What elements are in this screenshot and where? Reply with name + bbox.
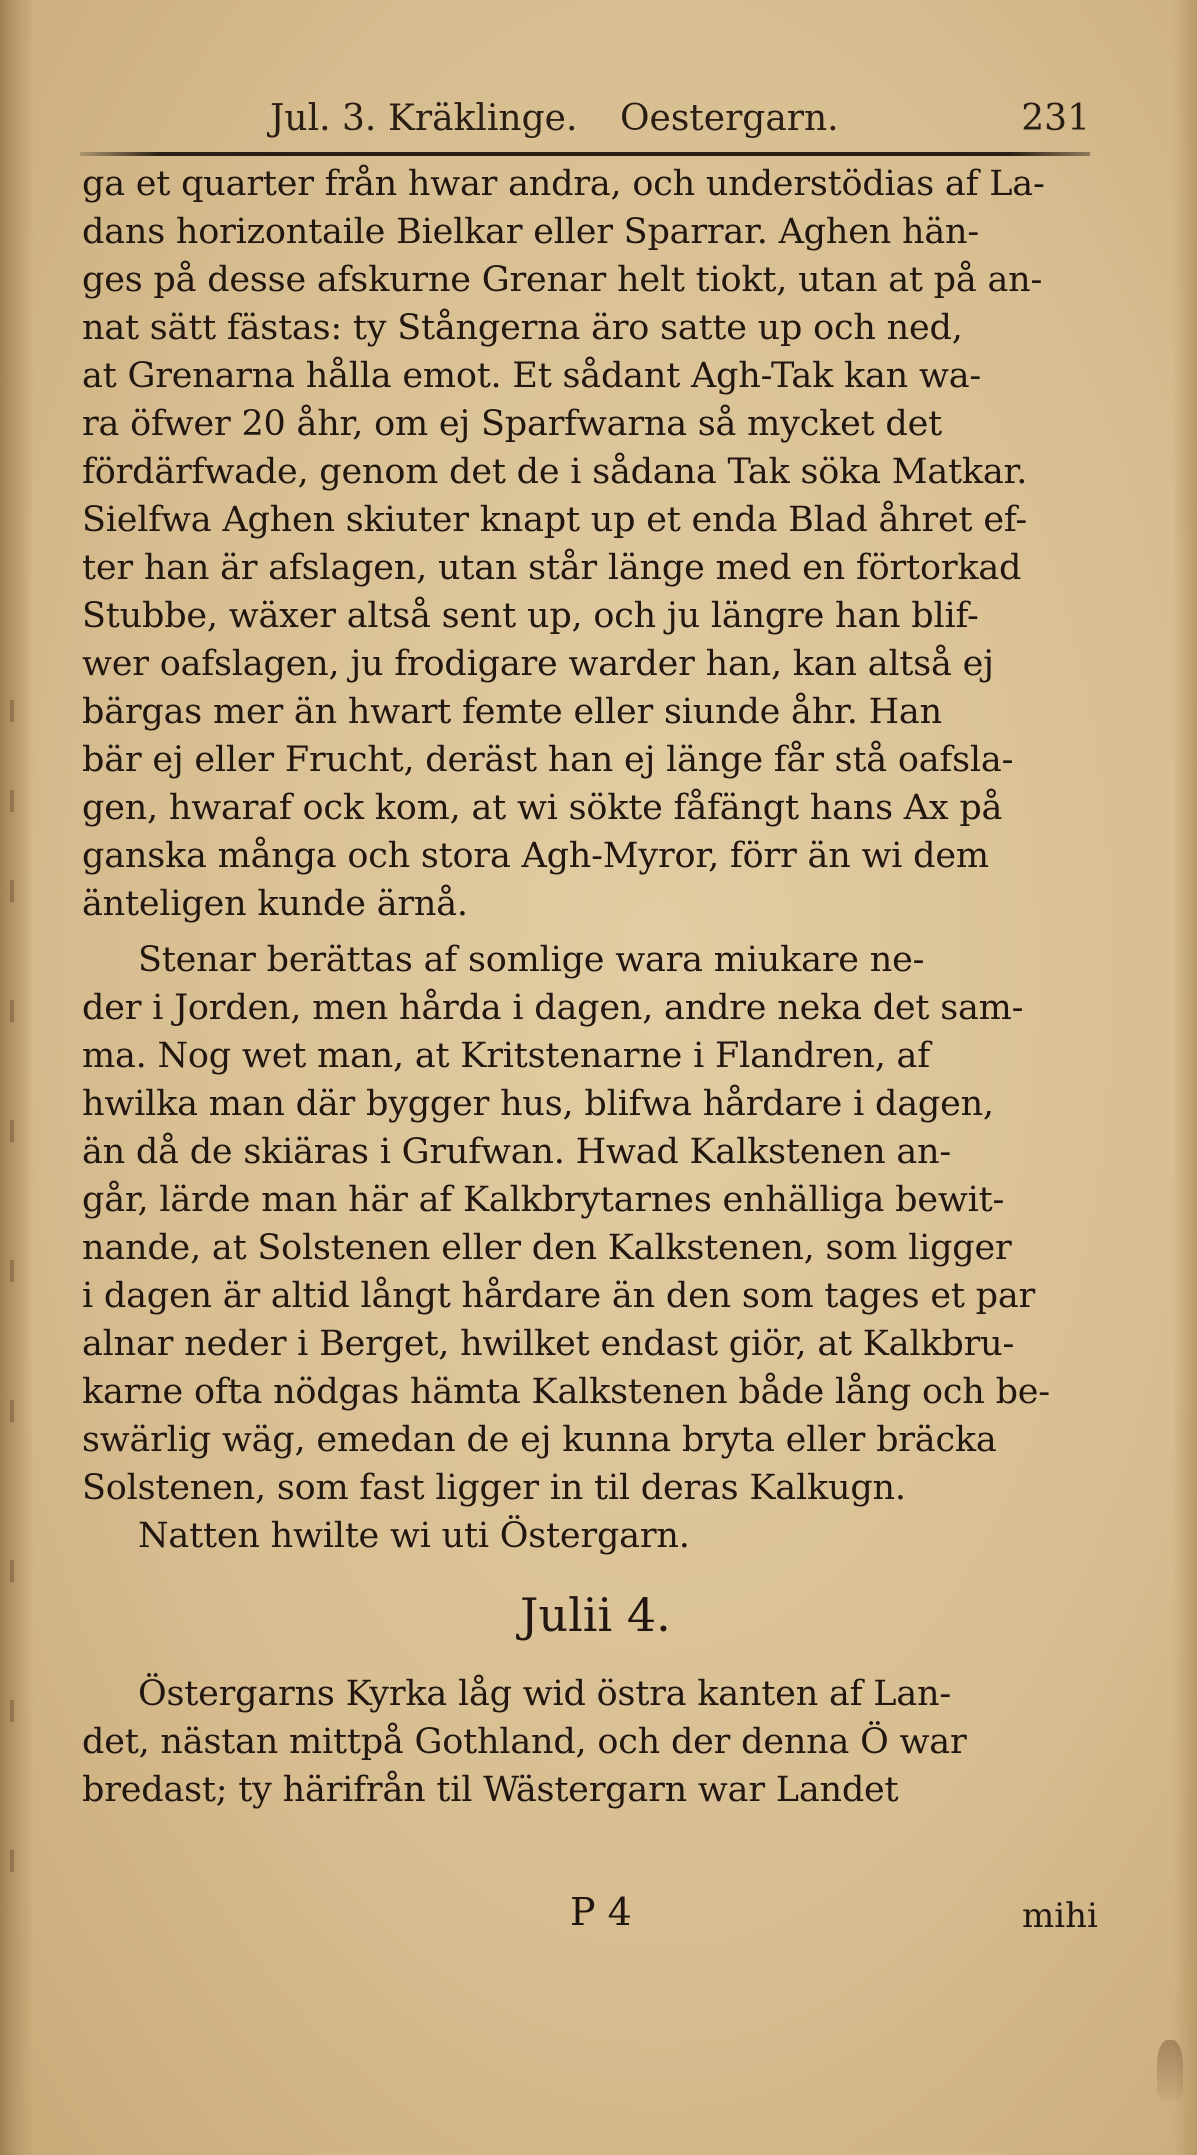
text-line: Sielfwa Aghen skiuter knapt up et enda Blad åhret ef- [82, 500, 1027, 540]
text-line: ga et quarter från hwar andra, och understödias af La- [82, 164, 1045, 204]
date-heading: Julii 4. [520, 1588, 671, 1642]
header-place: Kräklinge. [388, 98, 578, 139]
text-line: der i Jorden, men hårda i dagen, andre neka det sam- [82, 988, 1024, 1028]
text-line: fördärfwade, genom det de i sådana Tak söka Matkar. [82, 452, 1028, 492]
page-edge [1173, 0, 1197, 2155]
text-line: ganska många och stora Agh-Myror, förr än wi dem [82, 836, 989, 876]
night-line: Natten hwilte wi uti Östergarn. [138, 1516, 690, 1556]
page-number: 231 [1021, 98, 1090, 139]
text-line: ges på desse afskurne Grenar helt tiokt, utan at på an- [82, 260, 1043, 300]
header-rule [80, 152, 1090, 156]
text-line: går, lärde man här af Kalkbrytarnes enhälliga bewit- [82, 1180, 1005, 1220]
text-line: bredast; ty härifrån til Wästergarn war Landet [82, 1770, 899, 1810]
text-line: at Grenarna hålla emot. Et sådant Agh-Tak kan wa- [82, 356, 982, 396]
bleed-through-marks [6, 700, 26, 2000]
text-line: Stubbe, wäxer altså sent up, och ju längre han blif- [82, 596, 979, 636]
text-line: i dagen är altid långt hårdare än den som tages et par [82, 1276, 1036, 1316]
text-line: ter han är afslagen, utan står länge med en förtorkad [82, 548, 1022, 588]
paragraph-start-line: Östergarns Kyrka låg wid östra kanten af Lan- [138, 1674, 951, 1714]
header-date: Jul. 3. [270, 98, 377, 139]
text-line: swärlig wäg, emedan de ej kunna bryta eller bräcka [82, 1420, 997, 1460]
text-line: dans horizontaile Bielkar eller Sparrar. Aghen hän- [82, 212, 979, 252]
text-line: gen, hwaraf ock kom, at wi sökte fåfängt hans Ax på [82, 788, 1003, 828]
body-text [82, 160, 1122, 1814]
text-line: än då de skiäras i Grufwan. Hwad Kalkstenen an- [82, 1132, 952, 1172]
text-line: alnar neder i Berget, hwilket endast giör, at Kalkbru- [82, 1324, 1015, 1364]
text-line: bärgas mer än hwart femte eller siunde åhr. Han [82, 692, 942, 732]
text-line: hwilka man där bygger hus, blifwa hårdare i dagen, [82, 1084, 994, 1124]
text-line: nande, at Solstenen eller den Kalkstenen, som ligger [82, 1228, 1012, 1268]
header-place-2: Oestergarn. [620, 98, 839, 139]
text-line: karne ofta nödgas hämta Kalkstenen både lång och be- [82, 1372, 1050, 1412]
signature-mark: P 4 [570, 1890, 632, 1934]
running-header [270, 98, 1090, 144]
catchword: mihi [1022, 1896, 1098, 1936]
paragraph-start-line: Stenar berättas af somlige wara miukare ne- [138, 940, 925, 980]
text-line: ra öfwer 20 åhr, om ej Sparfwarna så mycket det [82, 404, 942, 444]
text-line: ma. Nog wet man, at Kritstenarne i Flandren, af [82, 1036, 930, 1076]
text-line: nat sätt fästas: ty Stångerna äro satte up och ned, [82, 308, 963, 348]
page-stain [1157, 2040, 1183, 2100]
text-line: änteligen kunde ärnå. [82, 884, 468, 924]
text-line: wer oafslagen, ju frodigare warder han, kan altså ej [82, 644, 994, 684]
text-line: det, nästan mittpå Gothland, och der denna Ö war [82, 1722, 967, 1762]
text-line: bär ej eller Frucht, deräst han ej länge får stå oafsla- [82, 740, 1014, 780]
text-line: Solstenen, som fast ligger in til deras Kalkugn. [82, 1468, 906, 1508]
